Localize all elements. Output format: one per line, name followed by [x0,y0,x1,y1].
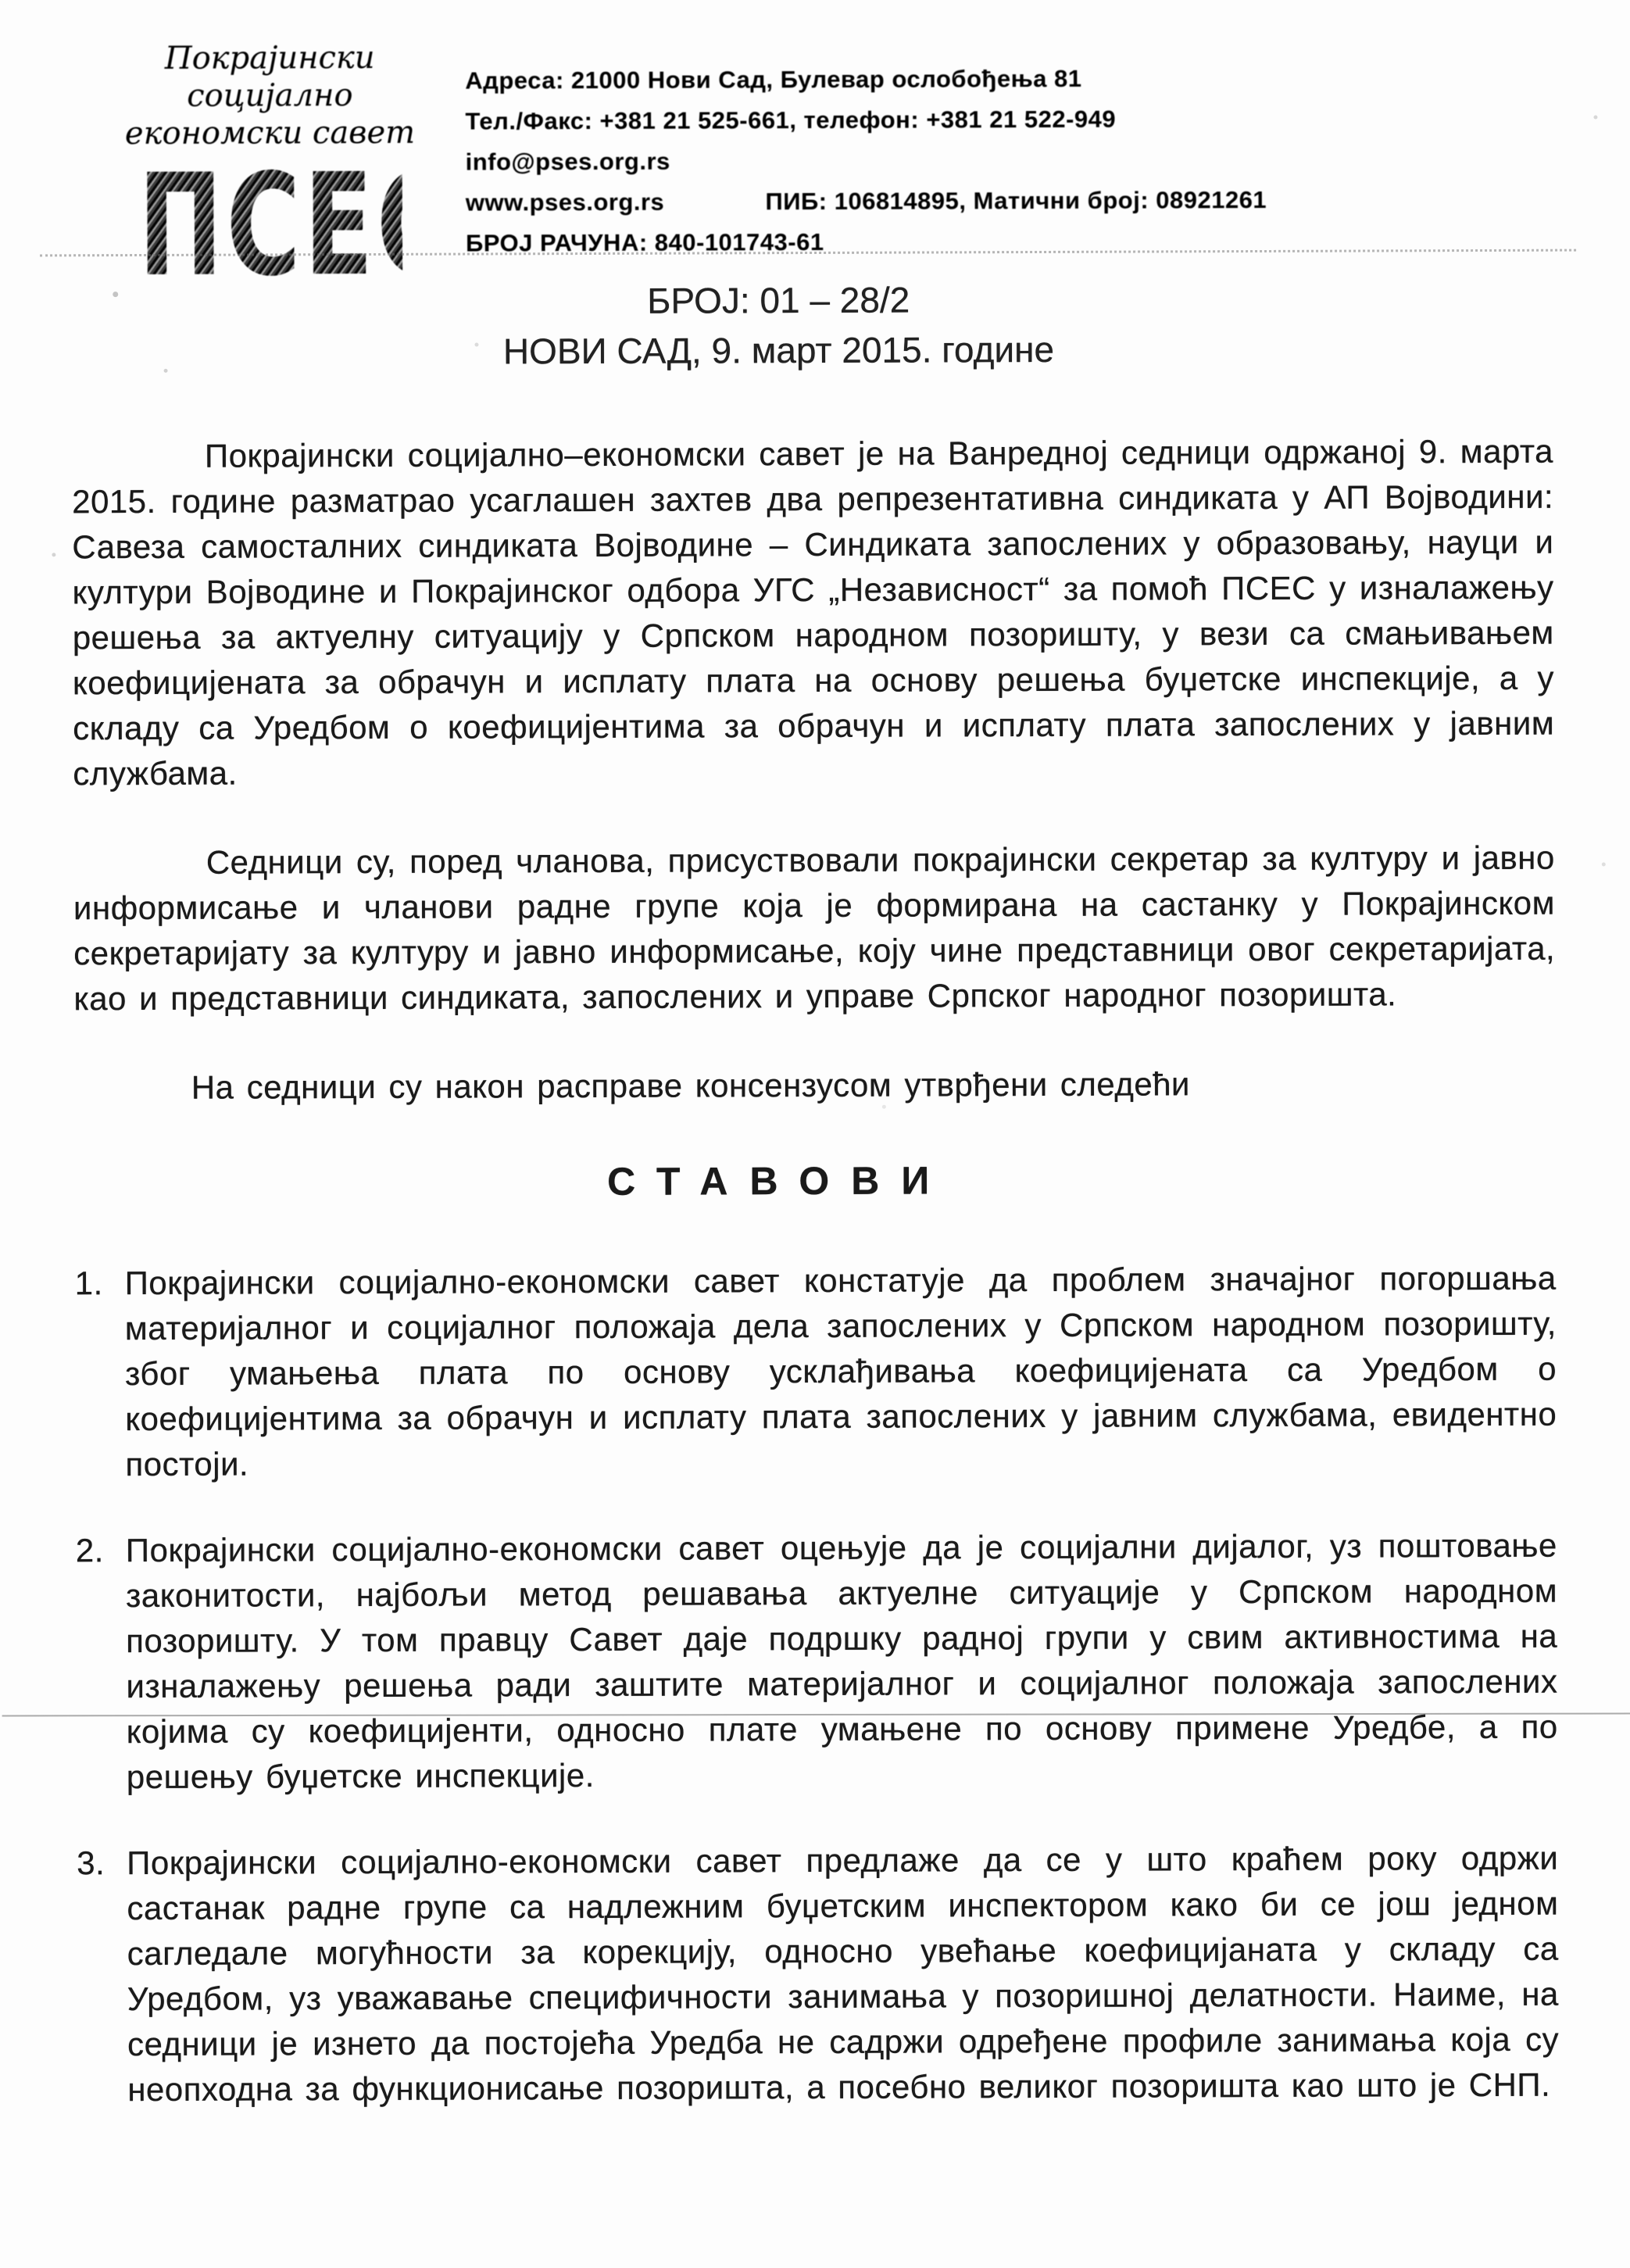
org-name [86,39,453,153]
letterhead-contact [465,57,1388,263]
tax-id-text: ПИБ: 106814895, Матични број: 08921261 [765,185,1267,216]
item-number: 2. [75,1532,104,1569]
list-item [76,1523,1558,1801]
stance-list [75,1256,1560,2113]
account-number-line: БРОЈ РАЧУНА: 840-101743-61 [465,227,824,257]
phone-fax-line: Тел./Факс: +381 21 525-661, телефон: +381 21 522-949 [465,105,1117,135]
item-text: Покрајински социјално-економски савет предлаже да се у што краћем року одржи састанак радне групе са надлежним буџетским инспектором како би се још једном сагледале могућности за корекцију, односно увећање коефицијаната у складу са Уредбом, уз уважавање специфичности занимања у позоришној делатности. Наиме, на седници је изнето да постојећа Уредба не садржи одређене профиле занимања која су неопходна за функционисање позоришта, а посебно великог позоришта као што је СНП. [127,1839,1560,2109]
website-text: www.pses.org.rs [465,188,665,216]
section-heading: СТАВОВИ [607,1158,952,1204]
list-item [75,1256,1557,1488]
list-item [77,1836,1559,2113]
paragraph-1: Покрајински социјално–економски савет је на Ванредној седници одржаној 9. марта 2015. године разматрао усаглашен захтев два репрезентативна синдиката у АП Војводини: Савеза самосталних синдиката Војводине – Синдиката запослених у образовању, науци и култури Војводине и Покрајинског одбора УГС „Независност“ за помоћ ПСЕС у изналажењу решења за актуелну ситуацију у Српском народном позоришту, у вези са смањивањем коефицијената за обрачун и исплату плата на основу решења буџетске инспекције, а у складу са Уредбом о коефицијентима за обрачун и исплату плата запослених у јавним службама. [72,432,1555,792]
place-and-date: НОВИ САД, 9. март 2015. године [502,328,1055,372]
address-line: Адреса: 21000 Нови Сад, Булевар ослобођења 81 [465,64,1082,95]
item-number: 3. [77,1844,105,1882]
org-name-line1: Покрајински социјално [164,39,375,114]
paragraph-2: Седници су, поред чланова, присуствовали покрајински секретар за културу и јавно информисање и чланови радне групе која је формирана на састанку у Покрајинском секретаријату за културу и јавно информисање, коју чине представници овог секретаријата, као и представници синдиката, запослених и управе Српског народног позоришта. [73,839,1556,1018]
document-number: БРОЈ: 01 – 28/2 [647,279,910,321]
reference-block [0,273,1560,378]
intro-line: На седници су након расправе консензусом утврђени следећи [191,1065,1191,1106]
item-text: Покрајински социјално-економски савет констатује да проблем значајног погоршања материјалног и социјалног положаја дела запослених у Српском народном позоришту, због умањења плата по основу усклађивања коефицијената са Уредбом о коефицијентима за обрачун и исплату плата запослених у јавним службама, евидентно постоји. [124,1259,1557,1483]
email-line: info@pses.org.rs [465,147,670,176]
website-pib-line [466,179,1388,223]
pses-logo: ПСЕС [138,143,455,309]
org-name-line2: економски савет [124,114,416,152]
item-number: 1. [74,1265,103,1302]
document-body [72,429,1560,2154]
item-text: Покрајински социјално-економски савет оцењује да је социјални дијалог, уз поштовање законитости, најбољи метод решавања актуелне ситуације у Српском народном позоришту. У том правцу Савет даје подршку радној групи у свим активностима на изналажењу решења ради заштите материјалног и социјалног положаја запослених којима су коефицијенти, односно плате умањене по основу примене Уредбе, а по решењу буџетске инспекције. [125,1526,1558,1796]
